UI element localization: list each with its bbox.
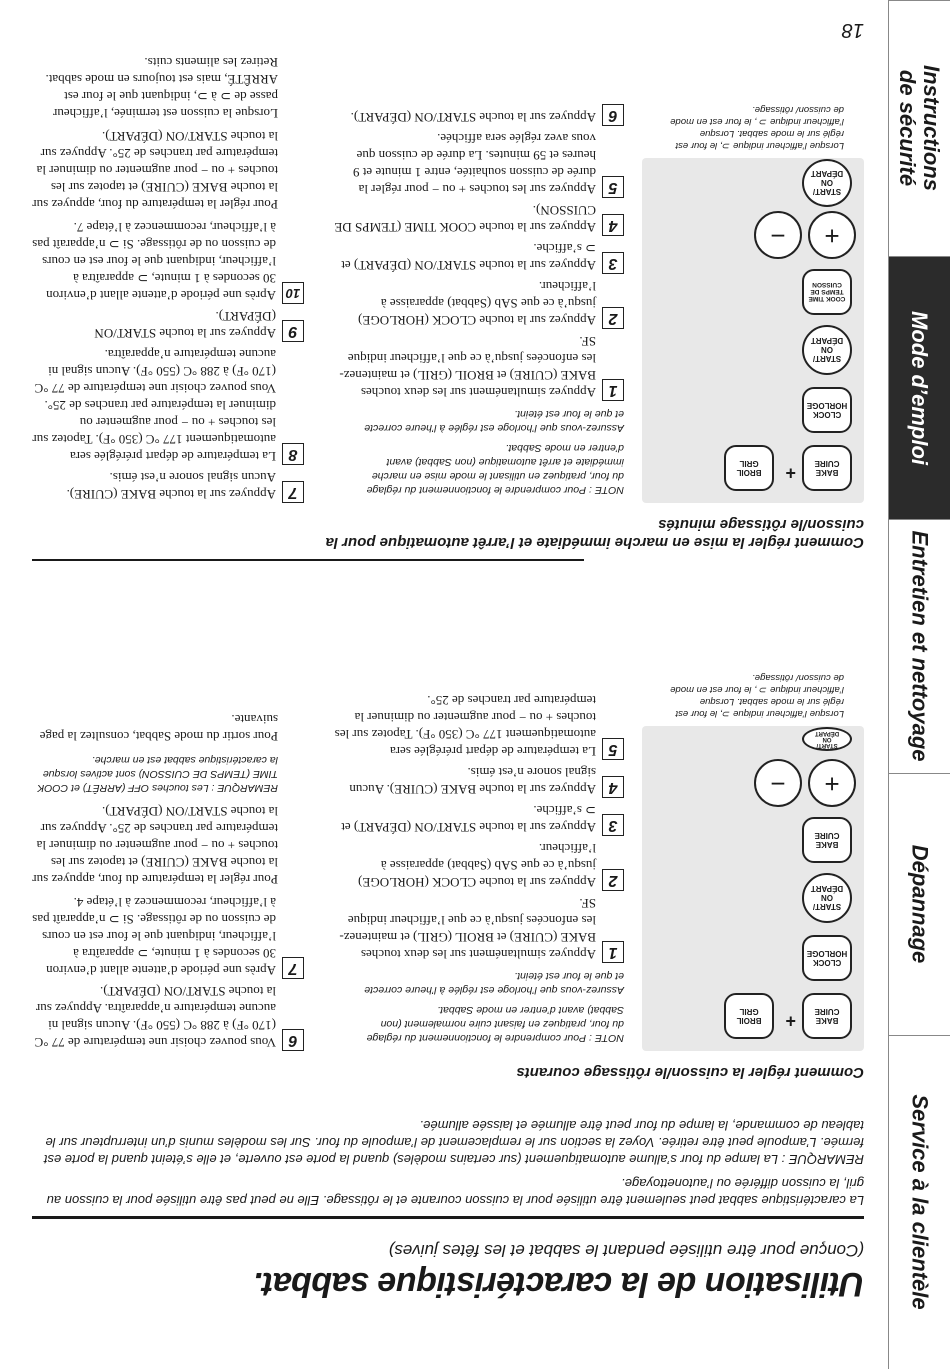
step-text: Appuyez sur la touche START/ON (DÉPART). [350,110,596,125]
steps-column-left [334,100,624,503]
step-1 [334,333,624,401]
bake-key[interactable] [802,993,852,1039]
section-minutee [32,41,864,551]
key-label: BAKE CUIRE [814,459,840,477]
broil-key[interactable] [724,445,774,491]
step-4 [334,764,624,798]
steps-column-right [32,54,304,503]
section-tabs [888,0,950,1369]
key-label: CLOCK HORLOGE [806,949,848,967]
page-number: 18 [841,19,864,41]
tab-label: Dépannage [907,845,933,964]
minus-button[interactable]: − [754,759,802,807]
step-text: La température de départ préréglée sera automatiquement 177 °C (350 °F). Tapotez sur les touches + ou − pour augmenter ou diminuer la température par tranches de 25°. [334,693,596,759]
start-key[interactable] [802,873,852,923]
steps-column-right [32,711,304,1051]
note: NOTE : Pour comprendre le fonctionnement du réglage du four, pratiquez en utilisant le mode mise en marche immédiate et arrêt automatique (non Sabbat) avant d’entrer en mode Sabbat. [366,442,624,496]
step-number: 7 [282,957,304,979]
control-keypad [642,726,864,1051]
start-key[interactable] [802,325,852,375]
key-label: COOK TIME TEMPS DE CUISSON [808,281,846,303]
key-label: START/ ON DÉPART [810,336,844,364]
adjust-text: Pour régler la température du four, appuyez sur la touche BAKE (CUIRE) et tapotez sur les touches + ou − pour augmenter ou diminuer la température par tranches de 25°. Appuyez sur la touche START/ON (DÉPART). [32,804,278,887]
step-1 [334,895,624,963]
note: NOTE : Pour comprendre le fonctionnement du réglage du four, pratiquez en faisant cuire normalement (non Sabbat) avant d’entrer en mode Sabbat. [366,1004,624,1044]
steps-column-left [334,688,624,1051]
key-label: START/ ON DÉPART [814,730,840,748]
page-subtitle: (Conçue pour être utilisée pendant le sabbat et les fêtes juives) [388,1241,864,1260]
intro-remark: REMARQUE : La lampe du four s’allume automatiquement (sur certains modèles) quand la porte est ouverte, et elle s’éteint quand la porte est fermée. L’ampoule peut être retirée. Voyez la section sur le remplacement de l’ampoule du four. Sur les modèles munis d’un interrupteur sur le tableau de commande, la lampe du four peut être allumée et laissée allumée. [43,1118,864,1167]
plus-sign: + [785,463,796,483]
step-number: 5 [602,738,624,760]
intro-text [32,1110,864,1209]
page-title: Utilisation de la caractéristique sabbat. [253,1265,864,1303]
step-10 [32,219,304,304]
key-label: BAKE CUIRE [814,1007,840,1025]
step-text: Appuyez sur la touche CLOCK (HORLOGE) jusqu’à ce que SAb (Sabbat) apparaisse à l’afficheur. [358,841,596,890]
tab-mode-emploi[interactable] [888,256,950,519]
step-text: Appuyez simultanément sur les deux touches BAKE (CUIRE) et BROIL (GRIL) et maintenez-les enfoncées jusqu’à ce que l’afficheur indique SF. [339,334,596,400]
step-number: 1 [602,379,624,401]
section-title: Comment régler la mise en marche immédiate et l’arrêt automatique pour la cuisson/le rôtissage minutés [325,516,864,551]
step-number: 7 [282,481,304,503]
tab-label: Service à la clientèle [907,1094,933,1311]
end-text: Lorsque la cuisson est terminée, l’afficheur passe de ⊃ à ⊃, indiquant que le four est ARRÊTÉ, mais est toujours en mode sabbat. Retirez les aliments cuits. [45,55,278,121]
bake-key[interactable] [802,445,852,491]
start-key-2[interactable] [802,727,852,751]
step-text: Appuyez sur la touche BAKE (CUIRE). Aucun signal sonore n’est émis. [66,470,276,502]
step-5 [334,692,624,760]
plus-button[interactable]: + [808,211,856,259]
step-text: Appuyez sur la touche COOK TIME (TEMPS DE CUISSON). [334,203,596,235]
key-label: BAKE CUIRE [814,831,840,849]
key-caption: Lorsque l’afficheur indique ⊃, le four est réglé sur le mode sabbat. Lorsque l’afficheur indique ⊃ , le four est en mode de cuisson/ rôtissage. [670,104,844,151]
step-text: Appuyez sur les touches + ou − pour régler la durée de cuisson souhaitée, entre 1 minute et 9 heures et 59 minutes. La durée de cuisson que vous avez réglée sera affichée. [353,131,596,197]
step-6 [32,983,304,1051]
key-label: BROIL GRIL [736,459,762,477]
remark-text: REMARQUE : Les touches OFF (ARRÊT) et COOK TIME (TEMPS DE CUISSON) sont actives lorsque la caractéristique sabbat est en marche. [37,754,278,794]
step-text: La température de départ préréglée sera automatiquement 177 °C (350 °F). Tapotez sur les touches + ou − pour augmenter ou diminuer la température par tranches de 25°. Vous pouvez choisir une température de 77 °C (170 °F) à 288 °C (550 °F). Aucun signal ni aucune température n’apparaîtra. [32,347,276,464]
key-label: BROIL GRIL [736,1007,762,1025]
header-rule [32,1216,864,1219]
step-text: Appuyez sur la touche START/ON (DÉPART). [94,309,276,341]
broil-key[interactable] [724,993,774,1039]
step-text: Appuyez simultanément sur les deux touches BAKE (CUIRE) et BROIL (GRIL) et maintenez-les enfoncées jusqu’à ce que l’afficheur indique SF. [339,896,596,962]
page-header [32,1240,864,1303]
exit-text: Pour sortir du mode Sabbat, consultez la page suivante. [39,712,278,744]
step-number: 3 [602,814,624,836]
start-key-2[interactable] [802,159,852,207]
step-text: Appuyez sur la touche START/ON (DÉPART) et ⊃ s’affiche. [341,803,596,835]
step-number: 8 [282,443,304,465]
step-number: 10 [282,282,304,304]
step-number: 4 [602,214,624,236]
key-label: START/ ON DÉPART [810,884,844,912]
step-text: Après une période d’attente allant d’environ 30 secondes à 1 minute, ⊃ apparaîtra à l’afficheur, indiquant que le four est en cours de cuisson ou de rôtissage. Si ⊃ n’apparaît pas à l’afficheur, recommencez à l’étape 7. [32,220,276,303]
tab-label: Entretien et nettoyage [907,530,933,763]
step-8 [32,346,304,465]
clock-key[interactable] [802,387,852,433]
tab-entretien-nettoyage[interactable] [888,519,950,773]
minus-button[interactable]: − [754,211,802,259]
step-3 [334,240,624,274]
key-caption: Lorsque l’afficheur indique ⊃, le four est réglé sur le mode sabbat. Lorsque l’afficheur indique ⊃ , le four est en mode de cuisson/ rôtissage. [670,672,844,719]
step-number: 6 [282,1029,304,1051]
step-number: 3 [602,252,624,274]
key-label: START/ ON DÉPART [810,169,844,197]
plus-button[interactable]: + [808,759,856,807]
section-title: Comment régler la cuisson/le rôtissage courants [516,1064,864,1081]
section-cuisson-courante [32,561,864,1081]
clock-key[interactable] [802,935,852,981]
step-number: 4 [602,776,624,798]
step-4 [334,202,624,236]
step-number: 2 [602,869,624,891]
step-number: 1 [602,941,624,963]
step-text: Appuyez sur la touche START/ON (DÉPART) et ⊃ s’affiche. [341,241,596,273]
step-7 [32,894,304,979]
tab-depannage[interactable] [888,773,950,1035]
intro-paragraph: La caractéristique sabbat peut seulement être utilisée pour la cuisson courante et le rôtissage. Elle ne peut pas être utilisée pour la cuisson au gril, la cuisson différée ou l’autonettoyage. [46,1176,864,1208]
step-5 [334,130,624,198]
note-clock: Assurez-vous que l’horloge est réglée à l’heure correcte et que le four est éteint. [364,970,624,996]
bake-key-2[interactable] [802,817,852,863]
tab-label: Mode d’emploi [907,311,933,465]
step-number: 9 [282,320,304,342]
step-7 [32,469,304,503]
tab-instructions-securite[interactable] [888,0,950,256]
cook-time-key[interactable] [802,269,852,315]
key-label: CLOCK HORLOGE [806,401,848,419]
step-3 [334,802,624,836]
step-2 [334,840,624,891]
step-text: Après une période d’attente allant d’environ 30 secondes à 1 minute, ⊃ apparaîtra à l’afficheur, indiquant que le four est en cours de cuisson ou de rôtissage. Si ⊃ n’apparaît pas à l’afficheur, recommencez à l’étape 4. [32,895,276,978]
step-text: Appuyez sur la touche BAKE (CUIRE). Aucun signal sonore n’est émis. [349,765,596,797]
step-number: 6 [602,104,624,126]
adjust-text: Pour régler la température du four, appuyez sur la touche BAKE (CUIRE) et tapotez sur les touches + ou − pour augmenter ou diminuer la température par tranches de 25°. Appuyez sur la touche START/ON (DÉPART). [32,129,278,212]
step-text: Vous pouvez choisir une température de 77 °C (170 °F) à 288 °C (550 °F). Aucun signal ni aucune température n’apparaîtra. Appuyez sur la touche START/ON (DÉPART). [34,984,276,1050]
step-6 [334,104,624,126]
step-2 [334,278,624,329]
tab-service-clientele[interactable] [888,1035,950,1369]
plus-sign: + [785,1011,796,1031]
step-9 [32,308,304,342]
step-text: Appuyez sur la touche CLOCK (HORLOGE) jusqu’à ce que SAb (Sabbat) apparaisse à l’afficheur. [358,279,596,328]
tab-label: Instructions de sécurité [895,65,945,192]
step-number: 5 [602,176,624,198]
control-keypad [642,158,864,503]
section-divider [32,559,584,561]
step-number: 2 [602,307,624,329]
note-clock: Assurez-vous que l’horloge est réglée à l’heure correcte et que le four est éteint. [364,408,624,434]
